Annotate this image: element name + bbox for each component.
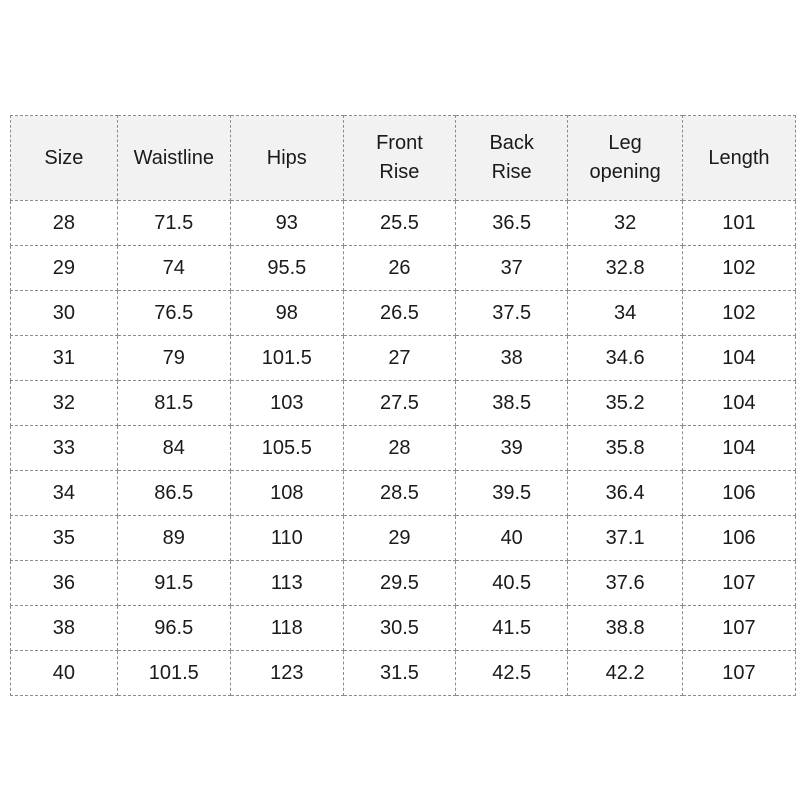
table-row-size-34 bbox=[11, 471, 796, 516]
cell-size: 40 bbox=[11, 651, 118, 696]
cell-length: 104 bbox=[682, 426, 795, 471]
cell-leg-opening: 38.8 bbox=[568, 606, 683, 651]
cell-front-rise: 28.5 bbox=[343, 471, 455, 516]
table-row-size-30 bbox=[11, 291, 796, 336]
cell-hips: 93 bbox=[230, 201, 343, 246]
cell-leg-opening: 34.6 bbox=[568, 336, 683, 381]
cell-waistline: 79 bbox=[117, 336, 230, 381]
cell-hips: 98 bbox=[230, 291, 343, 336]
cell-back-rise: 37 bbox=[456, 246, 568, 291]
cell-leg-opening: 34 bbox=[568, 291, 683, 336]
cell-size: 31 bbox=[11, 336, 118, 381]
cell-waistline: 74 bbox=[117, 246, 230, 291]
table-row-size-29 bbox=[11, 246, 796, 291]
cell-length: 106 bbox=[682, 516, 795, 561]
cell-front-rise: 25.5 bbox=[343, 201, 455, 246]
cell-waistline: 71.5 bbox=[117, 201, 230, 246]
table-row-size-38 bbox=[11, 606, 796, 651]
cell-length: 102 bbox=[682, 246, 795, 291]
cell-leg-opening: 36.4 bbox=[568, 471, 683, 516]
header-leg-opening: Leg opening bbox=[568, 116, 683, 201]
cell-back-rise: 37.5 bbox=[456, 291, 568, 336]
cell-leg-opening: 35.2 bbox=[568, 381, 683, 426]
cell-waistline: 96.5 bbox=[117, 606, 230, 651]
table-body bbox=[11, 201, 796, 696]
cell-hips: 110 bbox=[230, 516, 343, 561]
cell-front-rise: 29.5 bbox=[343, 561, 455, 606]
header-size: Size bbox=[11, 116, 118, 201]
cell-hips: 101.5 bbox=[230, 336, 343, 381]
cell-front-rise: 27 bbox=[343, 336, 455, 381]
cell-waistline: 101.5 bbox=[117, 651, 230, 696]
cell-back-rise: 40.5 bbox=[456, 561, 568, 606]
header-hips: Hips bbox=[230, 116, 343, 201]
cell-front-rise: 29 bbox=[343, 516, 455, 561]
header-length: Length bbox=[682, 116, 795, 201]
cell-front-rise: 28 bbox=[343, 426, 455, 471]
cell-size: 34 bbox=[11, 471, 118, 516]
cell-leg-opening: 37.6 bbox=[568, 561, 683, 606]
cell-length: 104 bbox=[682, 336, 795, 381]
size-chart-table bbox=[10, 115, 796, 696]
cell-size: 35 bbox=[11, 516, 118, 561]
cell-waistline: 81.5 bbox=[117, 381, 230, 426]
cell-length: 107 bbox=[682, 561, 795, 606]
header-back-rise: Back Rise bbox=[456, 116, 568, 201]
cell-size: 28 bbox=[11, 201, 118, 246]
cell-back-rise: 40 bbox=[456, 516, 568, 561]
cell-waistline: 89 bbox=[117, 516, 230, 561]
cell-waistline: 91.5 bbox=[117, 561, 230, 606]
cell-back-rise: 39 bbox=[456, 426, 568, 471]
cell-back-rise: 38 bbox=[456, 336, 568, 381]
cell-size: 36 bbox=[11, 561, 118, 606]
cell-hips: 108 bbox=[230, 471, 343, 516]
cell-leg-opening: 32 bbox=[568, 201, 683, 246]
cell-front-rise: 31.5 bbox=[343, 651, 455, 696]
cell-back-rise: 39.5 bbox=[456, 471, 568, 516]
table-row-size-31 bbox=[11, 336, 796, 381]
cell-length: 106 bbox=[682, 471, 795, 516]
cell-back-rise: 42.5 bbox=[456, 651, 568, 696]
cell-length: 102 bbox=[682, 291, 795, 336]
table-row-size-32 bbox=[11, 381, 796, 426]
header-front-rise: Front Rise bbox=[343, 116, 455, 201]
table-row-size-28 bbox=[11, 201, 796, 246]
table-row-size-40 bbox=[11, 651, 796, 696]
cell-size: 33 bbox=[11, 426, 118, 471]
table-header bbox=[11, 116, 796, 201]
cell-hips: 105.5 bbox=[230, 426, 343, 471]
cell-back-rise: 41.5 bbox=[456, 606, 568, 651]
cell-size: 32 bbox=[11, 381, 118, 426]
cell-back-rise: 36.5 bbox=[456, 201, 568, 246]
cell-hips: 103 bbox=[230, 381, 343, 426]
cell-length: 107 bbox=[682, 651, 795, 696]
cell-waistline: 84 bbox=[117, 426, 230, 471]
cell-size: 30 bbox=[11, 291, 118, 336]
cell-length: 104 bbox=[682, 381, 795, 426]
header-row bbox=[11, 116, 796, 201]
cell-hips: 118 bbox=[230, 606, 343, 651]
cell-length: 101 bbox=[682, 201, 795, 246]
cell-leg-opening: 42.2 bbox=[568, 651, 683, 696]
cell-front-rise: 26 bbox=[343, 246, 455, 291]
table-row-size-35 bbox=[11, 516, 796, 561]
cell-waistline: 76.5 bbox=[117, 291, 230, 336]
cell-hips: 95.5 bbox=[230, 246, 343, 291]
cell-back-rise: 38.5 bbox=[456, 381, 568, 426]
cell-waistline: 86.5 bbox=[117, 471, 230, 516]
cell-size: 38 bbox=[11, 606, 118, 651]
cell-length: 107 bbox=[682, 606, 795, 651]
cell-hips: 113 bbox=[230, 561, 343, 606]
cell-size: 29 bbox=[11, 246, 118, 291]
header-waistline: Waistline bbox=[117, 116, 230, 201]
cell-leg-opening: 35.8 bbox=[568, 426, 683, 471]
cell-front-rise: 27.5 bbox=[343, 381, 455, 426]
table-row-size-36 bbox=[11, 561, 796, 606]
cell-leg-opening: 37.1 bbox=[568, 516, 683, 561]
cell-front-rise: 26.5 bbox=[343, 291, 455, 336]
cell-front-rise: 30.5 bbox=[343, 606, 455, 651]
cell-leg-opening: 32.8 bbox=[568, 246, 683, 291]
table-row-size-33 bbox=[11, 426, 796, 471]
cell-hips: 123 bbox=[230, 651, 343, 696]
